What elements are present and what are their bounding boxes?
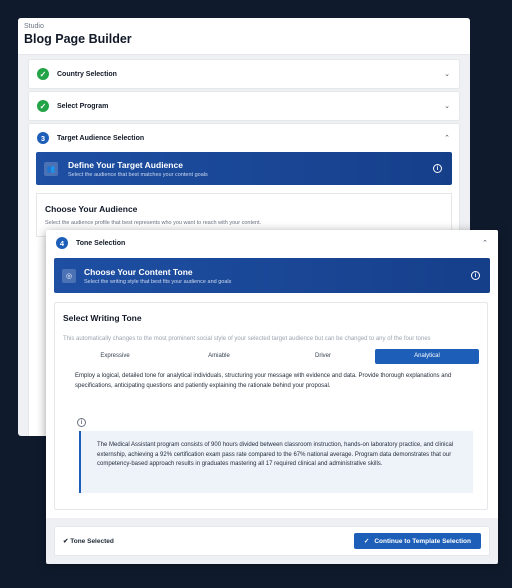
step-select-program[interactable] [28, 91, 460, 121]
tone-example-text: The Medical Assistant program consists of 900 hours divided between classroom instruction, hands-on laboratory practice, and clinical externship, achieving a 92% certification exam pass rate compared to the 67% national average. Program data demonstrates that our competency-based approach results in graduates mastering all 17 required clinical and administrative skills. [97, 442, 454, 467]
banner-subtitle: Select the writing style that best fits your audience and goals [84, 278, 232, 285]
users-icon: 👥 [44, 162, 58, 176]
continue-button[interactable] [354, 533, 481, 549]
step-label: Select Program [57, 102, 109, 110]
step-number-badge: 4 [56, 237, 68, 249]
palette-icon: ◎ [62, 269, 76, 283]
banner-subtitle: Select the audience that best matches your content goals [68, 171, 208, 178]
step-number-badge: 3 [37, 132, 49, 144]
banner-title: Define Your Target Audience [68, 159, 183, 170]
tone-option-amiable[interactable]: Amiable [208, 353, 230, 359]
step-header[interactable] [29, 124, 459, 152]
step-label: Target Audience Selection [57, 134, 145, 142]
audience-banner [36, 152, 452, 185]
section-title: Choose Your Audience [45, 204, 138, 214]
step-label: Country Selection [57, 70, 117, 78]
tone-section [54, 302, 488, 510]
app-header [18, 18, 470, 55]
step-header[interactable] [46, 230, 498, 256]
check-icon: ✓ [37, 68, 49, 80]
info-icon[interactable]: i [471, 271, 480, 280]
chevron-down-icon[interactable]: ⌄ [444, 71, 450, 78]
info-icon[interactable]: i [433, 164, 442, 173]
step-label: Tone Selection [76, 239, 126, 247]
tone-description: Employ a logical, detailed tone for analytical individuals, structuring your message with evidence and data. Provide thorough explanations and specifications, anticipating questions and patiently explaining the rationale behind your proposal. [75, 373, 452, 389]
section-description: This automatically changes to the most prominent social style of your selected target audience but can be changed to any of the four tones [63, 336, 431, 342]
banner-title: Choose Your Content Tone [84, 266, 193, 277]
info-icon: i [77, 418, 86, 427]
check-icon: ✓ [363, 538, 370, 545]
app-title: Blog Page Builder [24, 32, 132, 46]
tone-option-expressive[interactable]: Expressive [100, 353, 130, 359]
chevron-down-icon[interactable]: ⌄ [444, 103, 450, 110]
studio-label: Studio [24, 23, 44, 30]
tone-selected-status: ✔ Tone Selected [63, 538, 114, 545]
tone-banner [54, 258, 490, 293]
footer-bar [54, 526, 490, 556]
step-tone-selection [46, 230, 498, 518]
tone-option-driver[interactable]: Driver [315, 353, 331, 359]
section-description: Select the audience profile that best represents who you want to reach with your content. [45, 220, 262, 226]
tone-selection-window [46, 230, 498, 564]
tone-option-analytical[interactable]: Analytical [375, 349, 479, 364]
section-title: Select Writing Tone [63, 313, 142, 323]
chevron-up-icon[interactable]: ⌃ [444, 135, 450, 142]
chevron-up-icon[interactable]: ⌃ [482, 240, 488, 247]
check-icon: ✓ [37, 100, 49, 112]
tone-example-callout [79, 431, 473, 493]
step-country-selection[interactable] [28, 59, 460, 89]
tone-segmented-control [63, 349, 479, 364]
continue-label: Continue to Template Selection [374, 537, 471, 545]
